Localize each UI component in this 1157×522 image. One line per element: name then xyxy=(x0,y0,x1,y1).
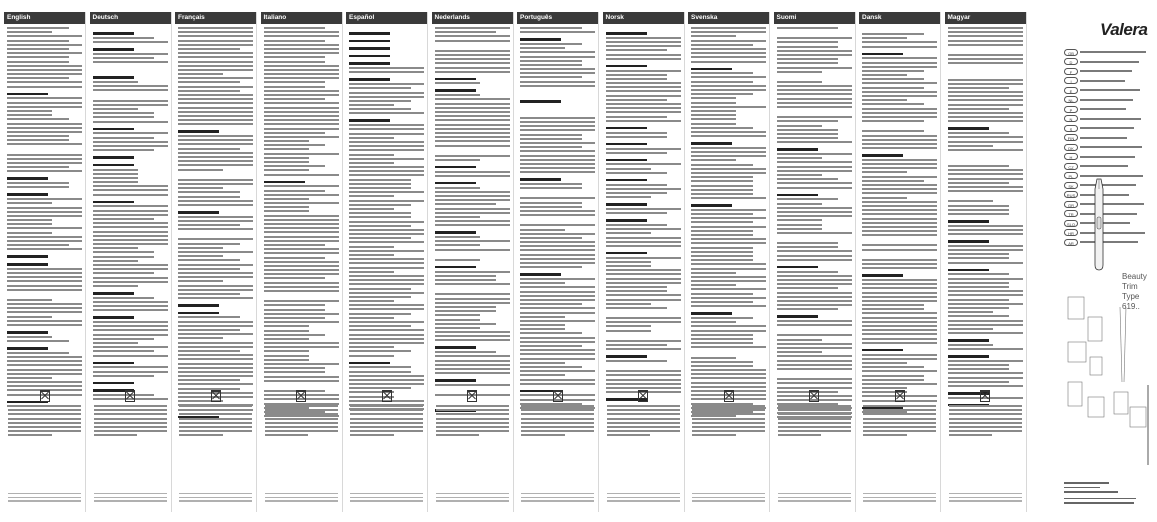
crossed-bin-icon xyxy=(382,390,392,402)
product-name-line1: Beauty Trim xyxy=(1122,272,1147,291)
language-index-item xyxy=(1064,96,1156,105)
language-column xyxy=(4,12,86,512)
language-code-badge: NL xyxy=(1064,96,1078,103)
crossed-bin-icon xyxy=(809,390,819,402)
language-code-badge: F xyxy=(1064,68,1078,75)
column-language-header: Nederlands xyxy=(432,12,513,24)
language-code-badge: SLO xyxy=(1064,220,1078,227)
column-language-header: Português xyxy=(517,12,598,24)
column-footer xyxy=(607,493,680,504)
column-text-body xyxy=(175,24,256,418)
language-index-item xyxy=(1064,219,1156,228)
column-text-body xyxy=(261,24,342,425)
column-text-body xyxy=(4,24,85,407)
language-index-item xyxy=(1064,191,1156,200)
language-index-item xyxy=(1064,238,1156,247)
crossed-bin-icon xyxy=(724,390,734,402)
crossed-bin-icon xyxy=(40,390,50,402)
crossed-bin-icon xyxy=(467,390,477,402)
column-language-header: Svenska xyxy=(688,12,769,24)
disposal-notice xyxy=(607,390,680,482)
language-index-item xyxy=(1064,153,1156,162)
column-text-body xyxy=(603,24,684,401)
language-column xyxy=(945,12,1027,512)
column-text-body xyxy=(688,24,769,417)
brand-logo: Valera xyxy=(1100,20,1148,39)
language-code-badge: DK xyxy=(1064,144,1078,151)
crossed-bin-icon xyxy=(125,390,135,402)
language-code-badge: HR xyxy=(1064,229,1078,236)
language-column xyxy=(261,12,343,512)
language-code-badge: TR xyxy=(1064,210,1078,217)
column-footer xyxy=(350,493,423,504)
column-language-header: Suomi xyxy=(774,12,855,24)
language-index-item xyxy=(1064,134,1156,143)
language-code-badge: I xyxy=(1064,77,1078,84)
brand-panel xyxy=(1062,12,1157,512)
column-footer xyxy=(778,493,851,504)
trimmer-device-image xyxy=(1092,177,1106,272)
crossed-bin-icon xyxy=(638,390,648,402)
disposal-notice xyxy=(692,390,765,482)
column-footer xyxy=(949,493,1022,504)
disposal-notice xyxy=(8,390,81,482)
language-index-item xyxy=(1064,115,1156,124)
disposal-notice xyxy=(778,390,851,482)
language-column xyxy=(432,12,514,512)
column-text-body xyxy=(774,24,855,418)
crossed-bin-icon xyxy=(211,390,221,402)
language-column xyxy=(688,12,770,512)
column-footer xyxy=(863,493,936,504)
disposal-notice xyxy=(94,390,167,482)
language-code-badge: AR xyxy=(1064,239,1078,246)
language-column xyxy=(517,12,599,512)
language-column xyxy=(774,12,856,512)
column-language-header: Español xyxy=(346,12,427,24)
column-footer xyxy=(94,493,167,504)
column-language-header: Italiano xyxy=(261,12,342,24)
language-index-item xyxy=(1064,143,1156,152)
language-code-badge: PL xyxy=(1064,172,1078,179)
column-text-body xyxy=(346,24,427,410)
language-index-item xyxy=(1064,86,1156,95)
language-index-item xyxy=(1064,77,1156,86)
crossed-bin-icon xyxy=(980,390,990,402)
language-index-item xyxy=(1064,172,1156,181)
disposal-notice xyxy=(179,390,252,482)
language-column xyxy=(175,12,257,512)
disposal-notice xyxy=(863,390,936,482)
language-code-badge: P xyxy=(1064,106,1078,113)
language-code-badge: N xyxy=(1064,115,1078,122)
language-index xyxy=(1064,48,1156,248)
column-footer xyxy=(8,493,81,504)
column-footer xyxy=(179,493,252,504)
language-index-item xyxy=(1064,105,1156,114)
distributor-info xyxy=(1064,482,1154,506)
column-footer xyxy=(521,493,594,504)
language-code-badge: GR xyxy=(1064,201,1078,208)
column-text-body xyxy=(859,24,940,413)
language-code-badge: D xyxy=(1064,58,1078,65)
disposal-notice xyxy=(350,390,423,482)
print-code xyxy=(1145,385,1151,465)
language-column xyxy=(603,12,685,512)
language-code-badge: FIN xyxy=(1064,134,1078,141)
disposal-notice xyxy=(949,390,1022,482)
crossed-bin-icon xyxy=(296,390,306,402)
disposal-notice xyxy=(265,390,338,482)
column-language-header: English xyxy=(4,12,85,24)
language-column xyxy=(859,12,941,512)
language-code-badge: RUS xyxy=(1064,191,1078,198)
column-text-body xyxy=(517,24,598,417)
language-code-badge: H xyxy=(1064,153,1078,160)
language-code-badge: S xyxy=(1064,125,1078,132)
column-footer xyxy=(692,493,765,504)
language-index-item xyxy=(1064,124,1156,133)
column-language-header: Dansk xyxy=(859,12,940,24)
language-code-badge: GB xyxy=(1064,49,1078,56)
language-index-item xyxy=(1064,162,1156,171)
column-language-header: Français xyxy=(175,12,256,24)
language-index-item xyxy=(1064,181,1156,190)
column-language-header: Deutsch xyxy=(90,12,171,24)
usage-illustrations xyxy=(1064,287,1154,447)
column-footer xyxy=(265,493,338,504)
language-index-item xyxy=(1064,58,1156,67)
column-text-body xyxy=(432,24,513,412)
language-index-item xyxy=(1064,67,1156,76)
crossed-bin-icon xyxy=(553,390,563,402)
column-language-header: Magyar xyxy=(945,12,1026,24)
language-index-item xyxy=(1064,210,1156,219)
language-column xyxy=(90,12,172,512)
language-index-item xyxy=(1064,200,1156,209)
language-code-badge: E xyxy=(1064,87,1078,94)
product-model: Type 619.. xyxy=(1122,292,1140,311)
language-column xyxy=(346,12,428,512)
language-code-badge: CZ xyxy=(1064,163,1078,170)
column-footer xyxy=(436,493,509,504)
column-text-body xyxy=(945,24,1026,406)
language-code-badge: SK xyxy=(1064,182,1078,189)
column-text-body xyxy=(90,24,171,400)
disposal-notice xyxy=(436,390,509,482)
column-language-header: Norsk xyxy=(603,12,684,24)
disposal-notice xyxy=(521,390,594,482)
language-index-item xyxy=(1064,48,1156,57)
crossed-bin-icon xyxy=(895,390,905,402)
language-index-item xyxy=(1064,229,1156,238)
